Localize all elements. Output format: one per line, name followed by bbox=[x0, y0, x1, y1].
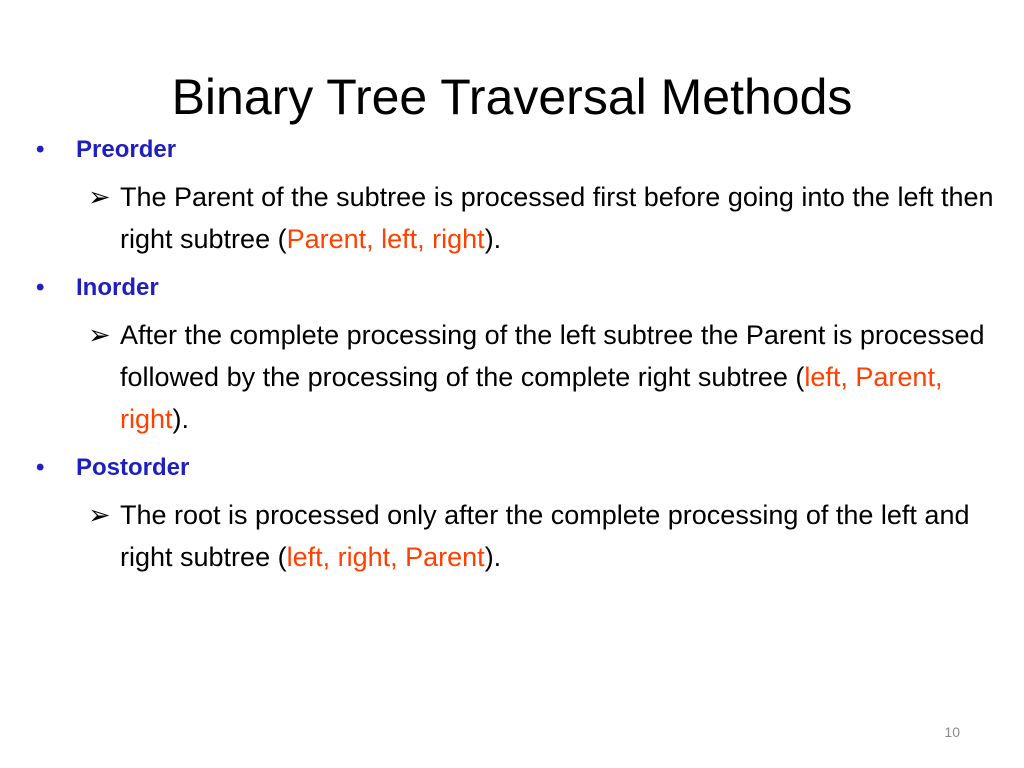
arrow-bullet-icon: ➢ bbox=[88, 320, 111, 350]
bullet-label: Postorder bbox=[76, 454, 190, 481]
sub-bullet-highlight: left, right, Parent bbox=[286, 542, 485, 572]
bullet-list bbox=[36, 132, 996, 588]
sub-bullet-text: After the complete processing of the left subtree the Parent is processed followed by the processing of the complete right subtree ( bbox=[120, 320, 985, 392]
sub-bullet-highlight: left, Parent, right bbox=[120, 362, 943, 434]
sub-bullet-postorder bbox=[36, 494, 996, 578]
bullet-dot-icon: • bbox=[36, 274, 45, 301]
arrow-bullet-icon: ➢ bbox=[88, 500, 111, 530]
slide-title: Binary Tree Traversal Methods bbox=[171, 69, 853, 125]
sub-bullet-text-end: ). bbox=[172, 404, 190, 434]
sub-bullet-text: The Parent of the subtree is processed first before going into the left then right subtree ( bbox=[120, 182, 994, 254]
bullet-label: Preorder bbox=[76, 136, 177, 163]
sub-bullet-inorder bbox=[36, 314, 996, 440]
bullet-dot-icon: • bbox=[36, 136, 45, 163]
bullet-item-postorder bbox=[36, 450, 996, 486]
sub-bullet-text-end: ). bbox=[484, 542, 502, 572]
sub-bullet-highlight: Parent, left, right bbox=[286, 224, 485, 254]
sub-bullet-preorder bbox=[36, 176, 996, 260]
bullet-label: Inorder bbox=[76, 274, 159, 301]
bullet-item-preorder bbox=[36, 132, 996, 168]
bullet-item-inorder bbox=[36, 270, 996, 306]
bullet-dot-icon: • bbox=[36, 454, 45, 481]
sub-bullet-text-end: ). bbox=[484, 224, 502, 254]
arrow-bullet-icon: ➢ bbox=[88, 182, 111, 212]
sub-bullet-text: The root is processed only after the complete processing of the left and right subtree ( bbox=[120, 500, 970, 572]
page-number: 10 bbox=[944, 724, 960, 740]
